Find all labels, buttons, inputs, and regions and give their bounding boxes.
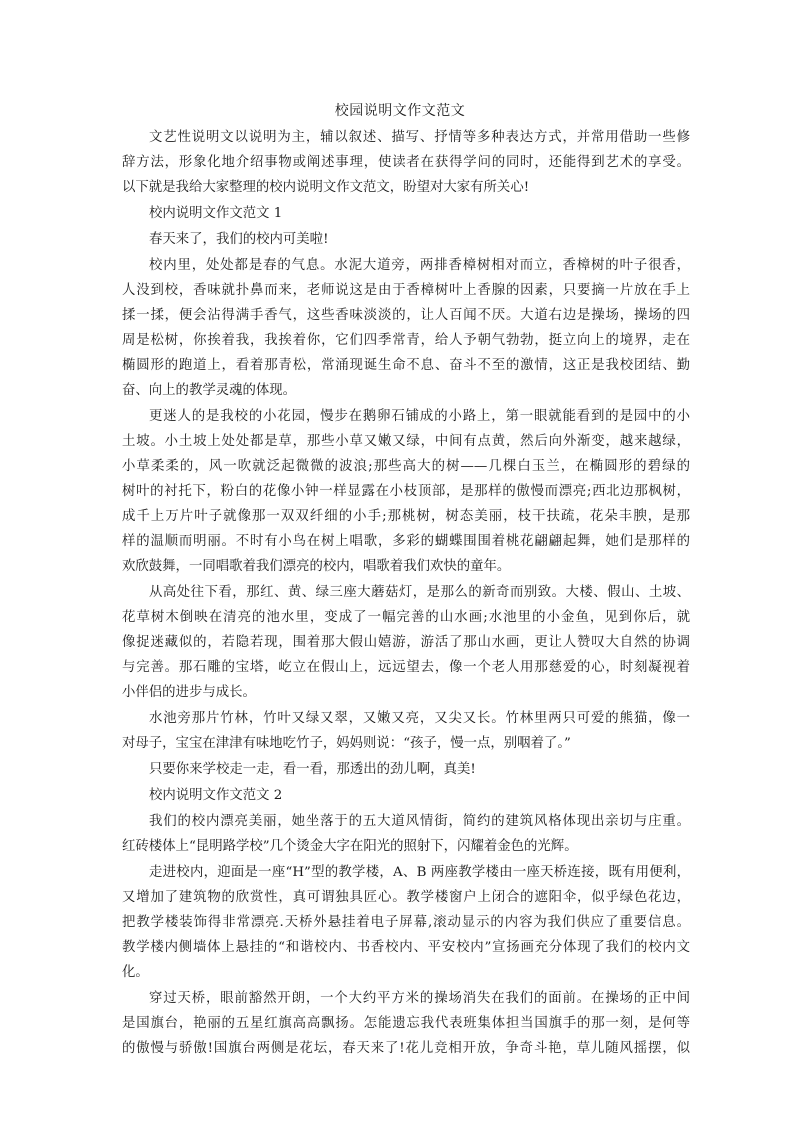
paragraph-line: 成千上万片叶子就像那一双双纤细的小手;那桃树，树态美丽，枝干扶疏，花朵丰腴，是那 bbox=[122, 509, 690, 524]
paragraph-line: 对母子，宝宝在津津有味地吃竹子，妈妈则说：“孩子，慢一点，别咽着了。” bbox=[122, 736, 571, 751]
paragraph-line: 把教学楼装饰得非常漂亮.天桥外悬挂着电子屏幕,滚动显示的内容为我们供应了重要信息。 bbox=[122, 915, 690, 930]
paragraph-line: 文艺性说明文以说明为主，辅以叙述、描写、抒情等多种表达方式，并常用借助一些修 bbox=[149, 130, 690, 145]
paragraph-line: 红砖楼体上“昆明路学校”几个烫金大字在阳光的照射下，闪耀着金色的光辉。 bbox=[122, 839, 578, 854]
paragraph-line: 小草柔柔的，风一吹就泛起微微的波浪;那些高大的树——几棵白玉兰，在椭圆形的碧绿的 bbox=[122, 459, 690, 474]
section-heading: 校内说明文作文范文 2 bbox=[149, 788, 283, 803]
paragraph-line: 欢欣鼓舞，一同唱歌着我们漂亮的校内，唱歌着我们欢快的童年。 bbox=[122, 559, 511, 574]
paragraph-line: 以下就是我给大家整理的校内说明文作文范文，盼望对大家有所关心! bbox=[122, 180, 530, 195]
paragraph-line: 辞方法，形象化地介绍事物或阐述事理，使读者在获得学问的同时，还能得到艺术的享受。 bbox=[122, 155, 690, 170]
paragraph-line: 更迷人的是我校的小花园，慢步在鹅卵石铺成的小路上，第一眼就能看到的是园中的小 bbox=[149, 409, 690, 424]
paragraph-line: 像捉迷藏似的，若隐若现，围着那大假山嬉游，游活了那山水画，更让人赞叹大自然的协调 bbox=[122, 635, 690, 650]
paragraph-line: 花草树木倒映在清亮的池水里，变成了一幅完善的山水画;水池里的小金鱼，见到你后，就 bbox=[122, 610, 690, 625]
paragraph-line: 走进校内，迎面是一座“H”型的教学楼，A、B 两座教学楼由一座天桥连接，既有用便利， bbox=[149, 865, 690, 880]
paragraph-line: 土坡。小土坡上处处都是草，那些小草又嫩又绿，中间有点黄，然后向外渐变，越来越绿， bbox=[122, 434, 690, 449]
paragraph-line: 又增加了建筑物的欣赏性，真可谓独具匠心。教学楼窗户上闭合的遮阳伞，似乎绿色花边， bbox=[122, 890, 690, 905]
paragraph-line: 穿过天桥，眼前豁然开朗，一个大约平方米的操场消失在我们的面前。在操场的正中间 bbox=[149, 991, 690, 1006]
paragraph-line: 我们的校内漂亮美丽，她坐落于的五大道风情街，简约的建筑风格体现出亲切与庄重。 bbox=[149, 814, 690, 829]
document-title: 校园说明文作文范文 bbox=[334, 103, 466, 119]
paragraph-line: 椭圆形的跑道上，看着那青松，常涌现诞生命不息、奋斗不至的激情，这正是我校团结、勤 bbox=[122, 358, 690, 373]
paragraph-line: 的傲慢与骄傲!国旗台两侧是花坛，春天来了!花儿竞相开放，争奇斗艳，草儿随风摇摆，似 bbox=[122, 1041, 690, 1056]
paragraph-line: 教学楼内侧墙体上悬挂的“和谐校内、书香校内、平安校内”宣扬画充分体现了我们的校内文 bbox=[122, 940, 690, 955]
paragraph-line: 周是松树，你挨着我，我挨着你，它们四季常青，给人予朝气勃勃，挺立向上的境界，走在 bbox=[122, 333, 690, 348]
paragraph-line: 奋、向上的教学灵魂的体现。 bbox=[122, 383, 297, 398]
paragraph-line: 化。 bbox=[122, 965, 149, 980]
paragraph-line: 校内里，处处都是春的气息。水泥大道旁，两排香樟树相对而立，香樟树的叶子很香， bbox=[149, 258, 690, 273]
paragraph-line: 与完善。那石雕的宝塔，屹立在假山上，远远望去，像一个老人用那慈爱的心，时刻凝视着 bbox=[122, 660, 690, 675]
paragraph-line: 样的温顺而明丽。不时有小鸟在树上唱歌，多彩的蝴蝶围围着桃花翩翩起舞，她们是那样的 bbox=[122, 534, 690, 549]
paragraph-line: 只要你来学校走一走，看一看，那透出的劲儿啊，真美! bbox=[149, 762, 476, 777]
paragraph-line: 水池旁那片竹林，竹叶又绿又翠，又嫩又亮，又尖又长。竹林里两只可爱的熊猫，像一 bbox=[149, 711, 690, 726]
section-heading: 校内说明文作文范文 1 bbox=[149, 206, 283, 221]
paragraph-line: 是国旗台，艳丽的五星红旗高高飘扬。怎能遗忘我代表班集体担当国旗手的那一刻，是何等 bbox=[122, 1016, 690, 1031]
paragraph-line: 从高处往下看，那红、黄、绿三座大蘑菇灯，是那么的新奇而别致。大楼、假山、土坡、 bbox=[149, 585, 690, 600]
paragraph-line: 小伴侣的进步与成长。 bbox=[122, 685, 256, 700]
paragraph-line: 人没到校，香味就扑鼻而来，老师说这是由于香樟树叶上香腺的因素，只要摘一片放在手上 bbox=[122, 283, 690, 298]
paragraph-line: 春天来了，我们的校内可美啦! bbox=[149, 232, 329, 247]
paragraph-line: 树叶的衬托下，粉白的花像小钟一样显露在小枝顶部，是那样的傲慢而漂亮;西北边那枫树， bbox=[122, 484, 690, 499]
paragraph-line: 揉一揉，便会沾得满手香气，这些香味淡淡的，让人百闻不厌。大道右边是操场，操场的四 bbox=[122, 308, 690, 323]
